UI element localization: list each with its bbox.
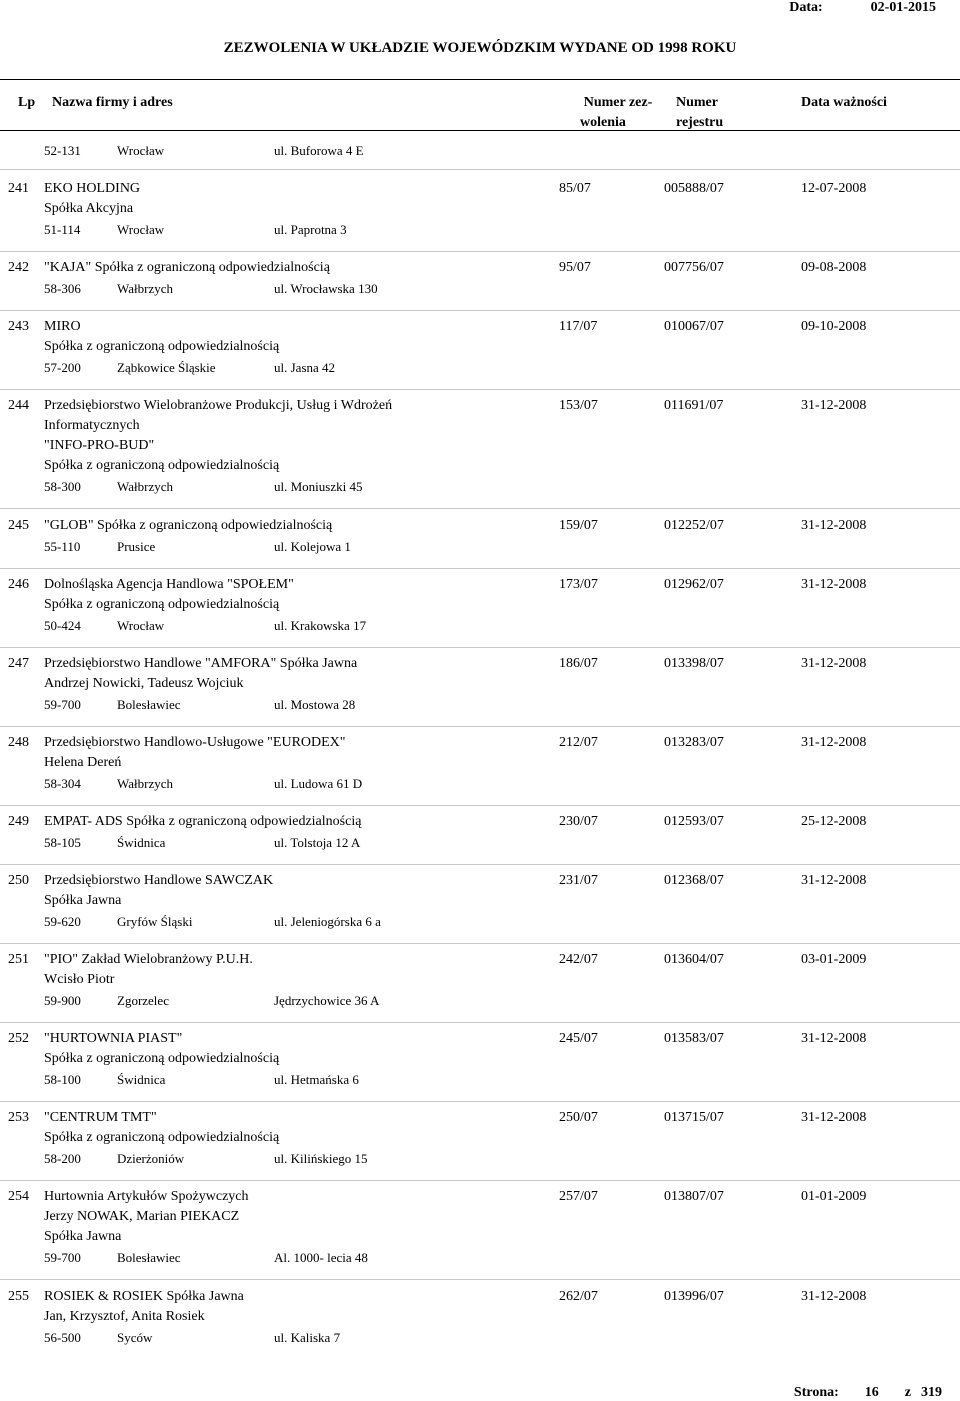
expiry-date: 31-12-2008: [801, 1031, 867, 1046]
company-name-line: Hurtownia Artykułów Spożywczych: [44, 1189, 249, 1204]
row-separator: [0, 1279, 960, 1280]
postal-code: 51-114: [44, 222, 81, 237]
company-name-line: Dolnośląska Agencja Handlowa "SPOŁEM": [44, 577, 294, 592]
expiry-date: 31-12-2008: [801, 735, 867, 750]
city: Gryfów Śląski: [117, 914, 193, 929]
row-lp: 254: [8, 1189, 29, 1204]
permit-number: 173/07: [559, 577, 598, 592]
company-name-line: Przedsiębiorstwo Handlowe "AMFORA" Spółka Jawna: [44, 656, 358, 671]
row-lp: 247: [8, 656, 29, 671]
permit-number: 186/07: [559, 656, 598, 671]
row-separator: [0, 251, 960, 252]
row-lp: 244: [8, 398, 29, 413]
register-number: 007756/07: [664, 260, 724, 275]
company-name-line: EMPAT- ADS Spółka z ograniczoną odpowiedzialnością: [44, 814, 362, 829]
company-name-line: Spółka Jawna: [44, 1229, 122, 1244]
street: ul. Kaliska 7: [274, 1330, 341, 1345]
company-name-line: "HURTOWNIA PIAST": [44, 1031, 183, 1046]
register-number: 013996/07: [664, 1289, 724, 1304]
page-total: 319: [921, 1385, 942, 1400]
row-separator: [0, 169, 960, 170]
city: Świdnica: [117, 835, 166, 850]
postal-code: 58-200: [44, 1151, 81, 1166]
register-number: 012962/07: [664, 577, 724, 592]
expiry-date: 31-12-2008: [801, 577, 867, 592]
expiry-date: 09-08-2008: [801, 260, 867, 275]
company-name-line: Spółka z ograniczoną odpowiedzialnością: [44, 458, 280, 473]
permit-number: 230/07: [559, 814, 598, 829]
row-lp: 246: [8, 577, 29, 592]
street: ul. Wrocławska 130: [274, 281, 378, 296]
permit-number: 159/07: [559, 518, 598, 533]
city: Wrocław: [117, 222, 165, 237]
register-number: 012252/07: [664, 518, 724, 533]
row-separator: [0, 726, 960, 727]
expiry-date: 31-12-2008: [801, 1289, 867, 1304]
row-lp: 251: [8, 952, 29, 967]
header-bottom-rule: [0, 130, 960, 131]
postal-code: 59-700: [44, 1250, 81, 1265]
row-separator: [0, 805, 960, 806]
row-lp: 252: [8, 1031, 29, 1046]
company-name-line: Spółka z ograniczoną odpowiedzialnością: [44, 597, 280, 612]
col-permit-line1: Numer zez-: [583, 95, 653, 110]
postal-code: 57-200: [44, 360, 81, 375]
register-number: 013398/07: [664, 656, 724, 671]
col-lp: Lp: [18, 95, 36, 110]
header-top-rule: [0, 79, 960, 80]
col-expiry: Data ważności: [801, 95, 887, 110]
postal-code: 58-105: [44, 835, 81, 850]
report-date: [789, 0, 936, 16]
postal-code: 59-700: [44, 697, 81, 712]
page-label: Strona:: [793, 1385, 839, 1400]
postal-code: 59-620: [44, 914, 81, 929]
company-name-line: Informatycznych: [44, 418, 140, 433]
expiry-date: 03-01-2009: [801, 952, 867, 967]
expiry-date: 31-12-2008: [801, 656, 867, 671]
permit-number: 250/07: [559, 1110, 598, 1125]
company-name-line: "INFO-PRO-BUD": [44, 438, 155, 453]
row-lp: 242: [8, 260, 29, 275]
col-register: [676, 93, 723, 133]
row-lp: 253: [8, 1110, 29, 1125]
company-name-line: "CENTRUM TMT": [44, 1110, 157, 1125]
company-name-line: Wcisło Piotr: [44, 972, 115, 987]
permit-number: 153/07: [559, 398, 598, 413]
city: Wałbrzych: [117, 776, 173, 791]
permit-number: 257/07: [559, 1189, 598, 1204]
row-lp: 248: [8, 735, 29, 750]
postal-code: 56-500: [44, 1330, 81, 1345]
col-permit: [578, 93, 658, 133]
carry-city: Wrocław: [117, 143, 165, 158]
street: Al. 1000- lecia 48: [274, 1250, 368, 1265]
street: ul. Mostowa 28: [274, 697, 356, 712]
city: Dzierżoniów: [117, 1151, 185, 1166]
company-name-line: Przedsiębiorstwo Handlowo-Usługowe "EURODEX": [44, 735, 346, 750]
date-value: 02-01-2015: [870, 0, 936, 15]
company-name-line: Spółka z ograniczoną odpowiedzialnością: [44, 1130, 280, 1145]
carry-street: ul. Buforowa 4 E: [274, 143, 364, 158]
page-number: 16: [864, 1385, 879, 1400]
row-separator: [0, 647, 960, 648]
company-name-line: Spółka z ograniczoną odpowiedzialnością: [44, 339, 280, 354]
register-number: 013583/07: [664, 1031, 724, 1046]
expiry-date: 31-12-2008: [801, 873, 867, 888]
permit-number: 231/07: [559, 873, 598, 888]
row-separator: [0, 943, 960, 944]
city: Prusice: [117, 539, 156, 554]
register-number: 013715/07: [664, 1110, 724, 1125]
permit-number: 245/07: [559, 1031, 598, 1046]
street: ul. Moniuszki 45: [274, 479, 363, 494]
permit-number: 117/07: [559, 319, 598, 334]
register-number: 013283/07: [664, 735, 724, 750]
expiry-date: 12-07-2008: [801, 181, 867, 196]
row-separator: [0, 1180, 960, 1181]
permit-number: 212/07: [559, 735, 598, 750]
row-lp: 243: [8, 319, 29, 334]
company-name-line: Spółka z ograniczoną odpowiedzialnością: [44, 1051, 280, 1066]
expiry-date: 31-12-2008: [801, 1110, 867, 1125]
company-name-line: "KAJA" Spółka z ograniczoną odpowiedzialnością: [44, 260, 330, 275]
page-footer: [794, 1385, 942, 1401]
street: ul. Krakowska 17: [274, 618, 367, 633]
row-separator: [0, 1022, 960, 1023]
postal-code: 55-110: [44, 539, 81, 554]
row-separator: [0, 389, 960, 390]
company-name-line: Andrzej Nowicki, Tadeusz Wojciuk: [44, 676, 244, 691]
register-number: 010067/07: [664, 319, 724, 334]
company-name-line: Spółka Akcyjna: [44, 201, 134, 216]
row-separator: [0, 310, 960, 311]
col-name: Nazwa firmy i adres: [52, 95, 173, 110]
street: ul. Jeleniogórska 6 a: [274, 914, 381, 929]
permit-number: 242/07: [559, 952, 598, 967]
postal-code: 58-300: [44, 479, 81, 494]
row-lp: 241: [8, 181, 29, 196]
register-number: 013604/07: [664, 952, 724, 967]
expiry-date: 25-12-2008: [801, 814, 867, 829]
city: Wałbrzych: [117, 479, 173, 494]
row-separator: [0, 568, 960, 569]
postal-code: 59-900: [44, 993, 81, 1008]
row-lp: 255: [8, 1289, 29, 1304]
expiry-date: 31-12-2008: [801, 518, 867, 533]
street: Jędrzychowice 36 A: [274, 993, 380, 1008]
street: ul. Kolejowa 1: [274, 539, 351, 554]
street: ul. Paprotna 3: [274, 222, 347, 237]
company-name-line: MIRO: [44, 319, 81, 334]
row-separator: [0, 1101, 960, 1102]
register-number: 011691/07: [664, 398, 724, 413]
col-permit-line2: wolenia: [580, 115, 626, 130]
company-name-line: EKO HOLDING: [44, 181, 141, 196]
street: ul. Kilińskiego 15: [274, 1151, 368, 1166]
register-number: 013807/07: [664, 1189, 724, 1204]
col-register-line1: Numer: [676, 95, 718, 110]
permit-number: 85/07: [559, 181, 591, 196]
city: Wrocław: [117, 618, 165, 633]
register-number: 012593/07: [664, 814, 724, 829]
permit-number: 95/07: [559, 260, 591, 275]
postal-code: 50-424: [44, 618, 81, 633]
street: ul. Tolstoja 12 A: [274, 835, 361, 850]
row-separator: [0, 508, 960, 509]
expiry-date: 09-10-2008: [801, 319, 867, 334]
postal-code: 58-306: [44, 281, 81, 296]
register-number: 005888/07: [664, 181, 724, 196]
company-name-line: Przedsiębiorstwo Handlowe SAWCZAK: [44, 873, 274, 888]
city: Bolesławiec: [117, 697, 181, 712]
street: ul. Jasna 42: [274, 360, 336, 375]
city: Świdnica: [117, 1072, 166, 1087]
expiry-date: 31-12-2008: [801, 398, 867, 413]
city: Zgorzelec: [117, 993, 169, 1008]
permit-number: 262/07: [559, 1289, 598, 1304]
carry-zip: 52-131: [44, 143, 81, 158]
city: Syców: [117, 1330, 153, 1345]
street: ul. Ludowa 61 D: [274, 776, 363, 791]
date-label: Data:: [789, 0, 823, 15]
city: Bolesławiec: [117, 1250, 181, 1265]
row-lp: 245: [8, 518, 29, 533]
postal-code: 58-100: [44, 1072, 81, 1087]
company-name-line: Jan, Krzysztof, Anita Rosiek: [44, 1309, 205, 1324]
page-title: ZEZWOLENIA W UKŁADZIE WOJEWÓDZKIM WYDANE OD 1998 ROKU: [223, 40, 737, 56]
company-name-line: Przedsiębiorstwo Wielobranżowe Produkcji, Usług i Wdrożeń: [44, 398, 393, 413]
col-register-line2: rejestru: [676, 115, 724, 130]
register-number: 012368/07: [664, 873, 724, 888]
company-name-line: Helena Dereń: [44, 755, 122, 770]
company-name-line: "PIO" Zakład Wielobranżowy P.U.H.: [44, 952, 253, 967]
company-name-line: Jerzy NOWAK, Marian PIEKACZ: [44, 1209, 240, 1224]
postal-code: 58-304: [44, 776, 81, 791]
company-name-line: "GLOB" Spółka z ograniczoną odpowiedzialnością: [44, 518, 333, 533]
city: Ząbkowice Śląskie: [117, 360, 216, 375]
row-lp: 249: [8, 814, 29, 829]
street: ul. Hetmańska 6: [274, 1072, 359, 1087]
page-of-label: z: [904, 1385, 911, 1400]
expiry-date: 01-01-2009: [801, 1189, 867, 1204]
city: Wałbrzych: [117, 281, 173, 296]
row-separator: [0, 864, 960, 865]
company-name-line: ROSIEK & ROSIEK Spółka Jawna: [44, 1289, 244, 1304]
company-name-line: Spółka Jawna: [44, 893, 122, 908]
row-lp: 250: [8, 873, 29, 888]
